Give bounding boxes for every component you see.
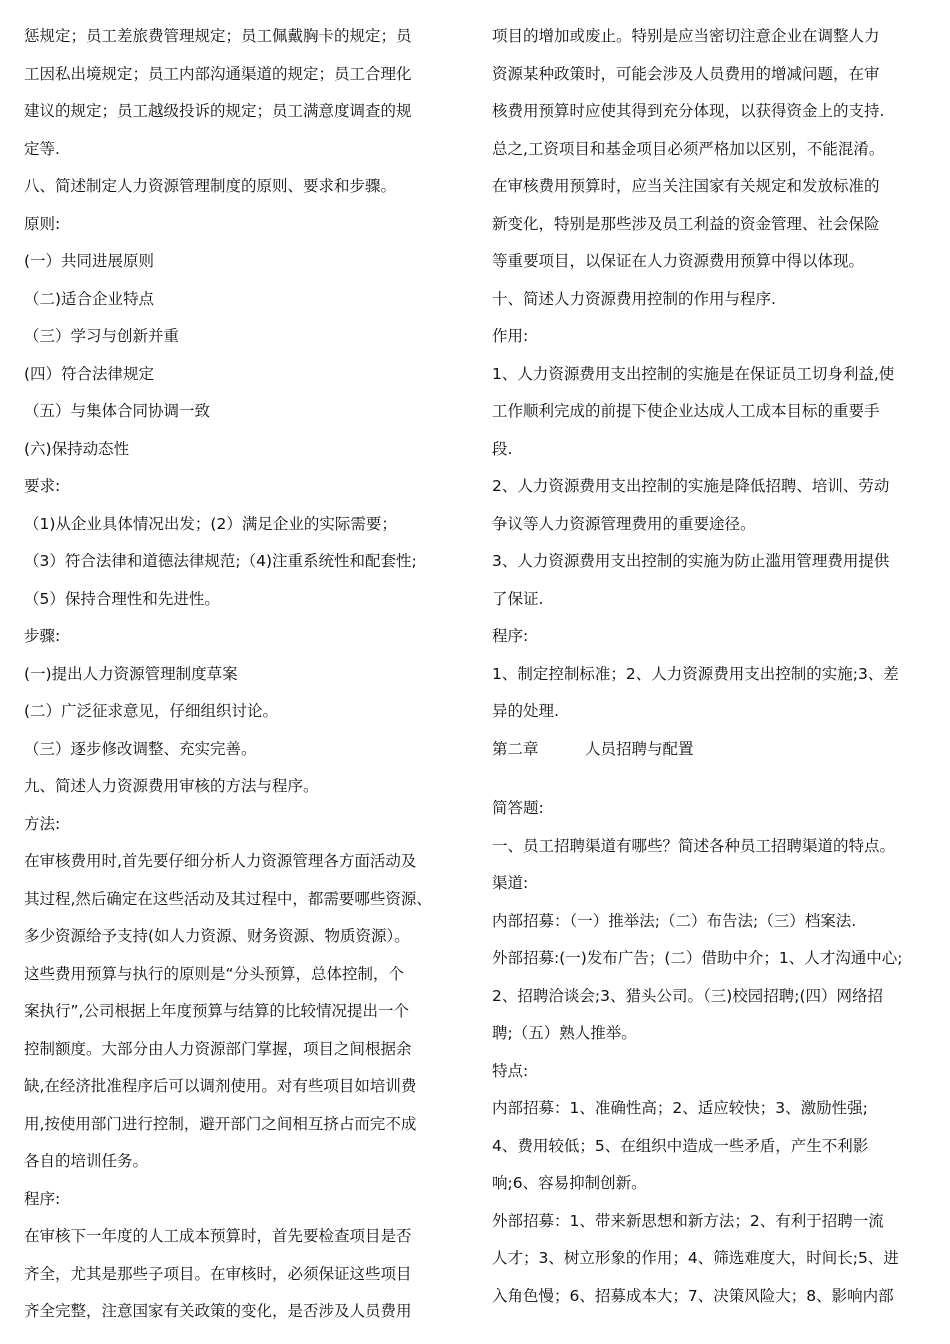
left-column-text-line: （3）符合法律和道德法律规范;（4)注重系统性和配套性; xyxy=(24,552,417,570)
left-column-text-line: 原则: xyxy=(24,214,61,233)
left-column-text-line: 齐全，尤其是那些子项目。在审核时，必须保证这些项目 xyxy=(24,1264,412,1283)
right-column-text-line xyxy=(492,768,932,790)
left-column-text-line: 程序: xyxy=(24,1189,61,1208)
right-column-text-line: 内部招募：（一）推举法;（二）布告法;（三）档案法. xyxy=(492,911,857,930)
left-column-text-line: 这些费用预算与执行的原则是“分头预算，总体控制，个 xyxy=(24,964,405,983)
right-column-text-line: 3、人力资源费用支出控制的实施为防止滥用管理费用提供 xyxy=(492,552,890,570)
left-column-text-line: (二）广泛征求意见，仔细组织讨论。 xyxy=(24,702,279,720)
right-column-text-line: 核费用预算时应使其得到充分体现，以获得资金上的支持. xyxy=(492,102,885,120)
right-column-text-line: 一、员工招聘渠道有哪些？简述各种员工招聘渠道的特点。 xyxy=(492,836,896,855)
left-column xyxy=(24,18,454,1331)
right-column-text-line: 外部招募:(一)发布广告；(二）借助中介；1、人才沟通中心; xyxy=(492,949,903,967)
left-column-text-line: 工因私出境规定；员工内部沟通渠道的规定；员工合理化 xyxy=(24,64,412,83)
right-column-text-line: 内部招募：1、准确性高；2、适应较快；3、激励性强; xyxy=(492,1099,868,1117)
right-column-text-line: 总之,工资项目和基金项目必须严格加以区别，不能混淆。 xyxy=(492,139,885,158)
right-column-text-line: 外部招募：1、带来新思想和新方法；2、有利于招聘一流 xyxy=(492,1211,884,1230)
right-column-text-line: 段. xyxy=(492,439,513,458)
right-column-text-line: 聘;（五）熟人推举。 xyxy=(492,1024,637,1042)
left-column-text-line: 要求: xyxy=(24,477,61,495)
right-column xyxy=(492,18,932,1315)
left-column-text-line: 九、简述人力资源费用审核的方法与程序。 xyxy=(24,777,319,795)
left-column-text-line: (六)保持动态性 xyxy=(24,439,130,458)
right-column-text-line: 人才；3、树立形象的作用；4、筛选难度大，时间长;5、进 xyxy=(492,1249,899,1267)
right-column-text-line: 渠道: xyxy=(492,874,529,892)
right-column-text-line: 资源某种政策时，可能会涉及人员费用的增减问题，在审 xyxy=(492,64,880,83)
left-column-text-line: 用,按使用部门进行控制，避开部门之间相互挤占而完不成 xyxy=(24,1114,417,1133)
right-column-text-line: 了保证. xyxy=(492,589,544,608)
left-column-text-line: 八、简述制定人力资源管理制度的原则、要求和步骤。 xyxy=(24,177,397,195)
right-column-text-line: 4、费用较低；5、在组织中造成一些矛盾，产生不利影 xyxy=(492,1136,869,1155)
left-column-text-line: (一)提出人力资源管理制度草案 xyxy=(24,664,238,683)
left-column-text-line: 步骤: xyxy=(24,627,61,645)
right-column-text-line: 争议等人力资源管理费用的重要途径。 xyxy=(492,514,756,533)
left-column-text-line: （五）与集体合同协调一致 xyxy=(24,402,211,420)
left-column-text-line: (四）符合法律规定 xyxy=(24,364,155,383)
left-column-text-line: 各自的培训任务。 xyxy=(24,1152,149,1170)
right-column-text-line: 简答题: xyxy=(492,799,544,817)
right-column-text-line: 作用: xyxy=(492,327,529,345)
left-column-text-line: 建议的规定；员工越级投诉的规定；员工满意度调查的规 xyxy=(24,102,412,120)
left-column-text-line: （三）逐步修改调整、充实完善。 xyxy=(24,739,257,758)
right-column-text-line: 响;6、容易抑制创新。 xyxy=(492,1174,647,1192)
left-column-text-line: (一）共同进展原则 xyxy=(24,252,155,270)
right-column-text-line: 新变化，特别是那些涉及员工利益的资金管理、社会保险 xyxy=(492,214,880,233)
right-column-text-line: 特点: xyxy=(492,1061,529,1080)
left-column-text-line: 定等. xyxy=(24,139,60,158)
right-column-text-line: 在审核费用预算时，应当关注国家有关规定和发放标准的 xyxy=(492,177,880,195)
right-column-text-line: 2、人力资源费用支出控制的实施是降低招聘、培训、劳动 xyxy=(492,477,890,495)
right-column-text-line: 等重要项目，以保证在人力资源费用预算中得以体现。 xyxy=(492,252,865,270)
left-column-text-line: 案执行”,公司根据上年度预算与结算的比较情况提出一个 xyxy=(24,1002,409,1020)
right-column-text-line: 程序: xyxy=(492,627,529,645)
right-column-text-line: 入角色慢；6、招募成本大；7、决策风险大；8、影响内部 xyxy=(492,1286,894,1305)
left-column-text-line: 惩规定；员工差旅费管理规定；员工佩戴胸卡的规定；员 xyxy=(24,27,412,45)
left-column-text-line: 多少资源给予支持(如人力资源、财务资源、物质资源）。 xyxy=(24,927,410,945)
right-column-text-line: 第二章 人员招聘与配置 xyxy=(492,739,694,758)
right-column-text-line: 异的处理. xyxy=(492,702,559,720)
left-column-text-line: 方法: xyxy=(24,814,61,833)
left-column-text-line: 在审核费用时,首先要仔细分析人力资源管理各方面活动及 xyxy=(24,852,417,870)
left-column-text-line: （三）学习与创新并重 xyxy=(24,327,180,345)
left-column-text-line: 控制额度。大部分由人力资源部门掌握，项目之间根据余 xyxy=(24,1039,412,1058)
right-column-text-line: 1、人力资源费用支出控制的实施是在保证员工切身利益,使 xyxy=(492,364,895,383)
left-column-text-line: （二)适合企业特点 xyxy=(24,289,155,308)
right-column-text-line: 工作顺利完成的前提下使企业达成人工成本目标的重要手 xyxy=(492,402,880,420)
right-column-text-line: 2、招聘洽谈会;3、猎头公司。（三)校园招聘;(四）网络招 xyxy=(492,986,884,1005)
left-column-text-line: 缺,在经济批准程序后可以调剂使用。对有些项目如培训费 xyxy=(24,1077,417,1095)
left-column-text-line: 在审核下一年度的人工成本预算时，首先要检查项目是否 xyxy=(24,1227,412,1245)
left-column-text-line: 其过程,然后确定在这些活动及其过程中，都需要哪些资源、 xyxy=(24,889,432,908)
left-column-text-line: 齐全完整，注意国家有关政策的变化，是否涉及人员费用 xyxy=(24,1302,412,1320)
right-column-text-line: 十、简述人力资源费用控制的作用与程序. xyxy=(492,289,776,308)
left-column-text-line: （1)从企业具体情况出发；(2）满足企业的实际需要； xyxy=(24,514,397,533)
left-column-text-line: （5）保持合理性和先进性。 xyxy=(24,589,220,608)
right-column-text-line: 1、制定控制标准；2、人力资源费用支出控制的实施;3、差 xyxy=(492,664,899,683)
right-column-text-line: 项目的增加或废止。特别是应当密切注意企业在调整人力 xyxy=(492,27,880,45)
